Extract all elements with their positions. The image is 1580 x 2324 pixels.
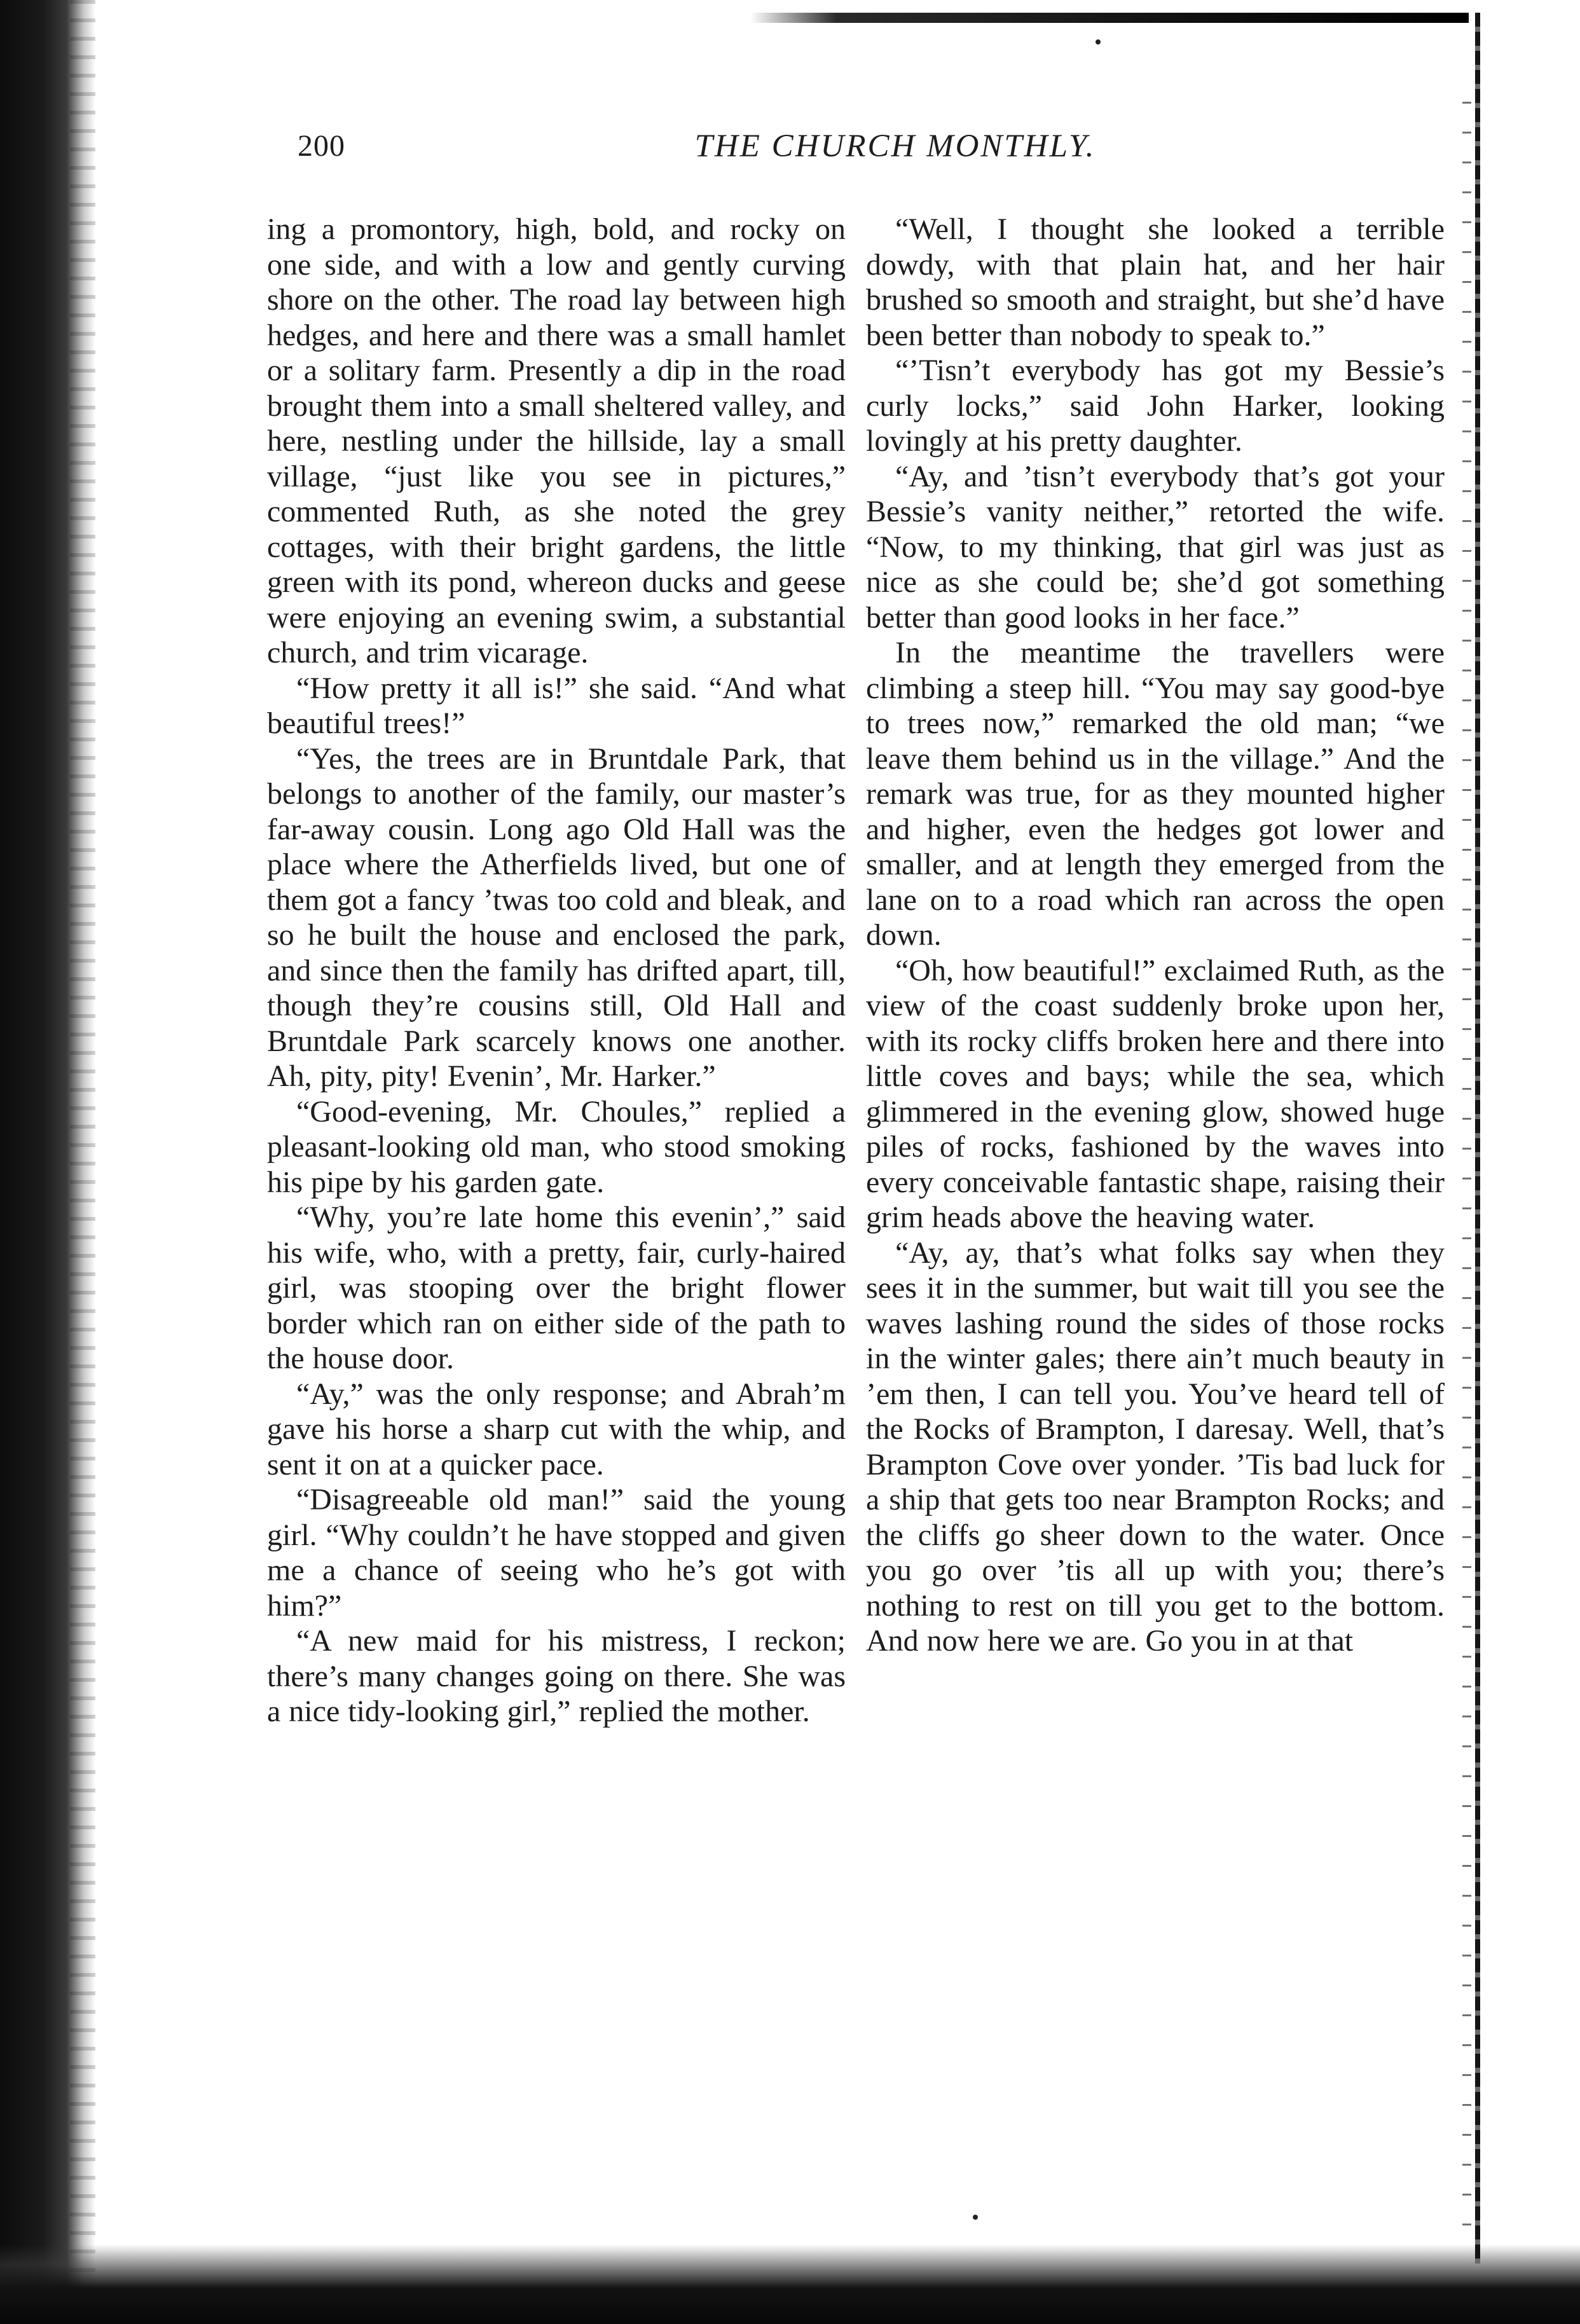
running-title: THE CHURCH MONTHLY. bbox=[694, 128, 1096, 164]
paragraph: “Oh, how beautiful!” exclaimed Ruth, as the view of the coast suddenly broke upon her, with its rocky cliffs broken here and there into little coves and bays; while the sea, which glimmered in the evening glow, showed huge piles of rocks, fashioned by the waves into every conceivable fantastic shape, raising their grim heads above the heaving water. bbox=[866, 953, 1445, 1234]
scan-speck bbox=[1096, 39, 1101, 45]
scan-border-right bbox=[1475, 13, 1480, 2264]
text-column-left bbox=[267, 212, 846, 1729]
paragraph: “’Tisn’t everybody has got my Bessie’s curly locks,” said John Harker, looking lovingly at his pretty daughter. bbox=[866, 354, 1445, 458]
paragraph: “Ay,” was the only response; and Abrah’m gave his horse a sharp cut with the whip, and sent it on at a quicker pace. bbox=[267, 1377, 846, 1482]
paragraph: “Yes, the trees are in Bruntdale Park, that belongs to another of the family, our master’s far-away cousin. Long ago Old Hall was the place where the Atherfields lived, but one of them got a fancy ’twas too cold and bleak, and so he built the house and enclosed the park, and since then the family has drifted apart, till, though they’re cousins still, Old Hall and Bruntdale Park scarcely knows one another. Ah, pity, pity! Evenin’, Mr. Harker.” bbox=[267, 741, 846, 1093]
paragraph: “Ay, ay, that’s what folks say when they sees it in the summer, but wait till you see the waves lashing round the sides of those rocks in the winter gales; there ain’t much beauty in ’em then, I can tell you. You’ve heard tell of the Rocks of Brampton, I daresay. Well, that’s Brampton Cove over yonder. ’Tis bad luck for a ship that gets too near Brampton Rocks; and the cliffs go sheer down to the water. Once you go over ’tis all up with you; there’s nothing to rest on till you get to the bottom. And now here we are. Go you in at that bbox=[866, 1235, 1445, 1658]
paragraph: In the meantime the travellers were climbing a steep hill. “You may say good-bye to trees now,” remarked the old man; “we leave them behind us in the village.” And the remark was true, for as they mounted higher and higher, even the hedges got lower and smaller, and at length they emerged from the lane on to a road which ran across the open down. bbox=[866, 636, 1445, 952]
paragraph: “Well, I thought she looked a terrible dowdy, with that plain hat, and her hair brushed so smooth and straight, but she’d have been better than nobody to speak to.” bbox=[866, 212, 1445, 352]
paragraph: “Why, you’re late home this evenin’,” said his wife, who, with a pretty, fair, curly-haired girl, was stooping over the bright flower border which ran on either side of the path to the house door. bbox=[267, 1200, 846, 1375]
scan-shadow-bottom bbox=[0, 2245, 1580, 2324]
paragraph: “A new maid for his mistress, I reckon; there’s many changes going on there. She was a nice tidy-looking girl,” replied the mother. bbox=[267, 1624, 846, 1728]
page-header bbox=[298, 127, 1461, 178]
scan-speck bbox=[973, 2215, 978, 2220]
paragraph: ing a promontory, high, bold, and rocky on one side, and with a low and gently curving shore on the other. The road lay between high hedges, and here and there was a small hamlet or a solitary farm. Presently a dip in the road brought them into a small sheltered valley, and here, nestling under the hillside, lay a small village, “just like you see in pictures,” commented Ruth, as she noted the grey cottages, with their bright gardens, the little green with its pond, whereon ducks and geese were enjoying an evening swim, a substantial church, and trim vicarage. bbox=[267, 212, 846, 670]
text-column-right bbox=[866, 212, 1445, 1659]
paragraph: “Disagreeable old man!” said the young girl. “Why couldn’t he have stopped and given me a chance of seeing who he’s got with him?” bbox=[267, 1483, 846, 1623]
scan-noise-left bbox=[70, 0, 95, 2324]
paragraph: “Good-evening, Mr. Choules,” replied a pleasant-looking old man, who stood smoking his pipe by his garden gate. bbox=[267, 1094, 846, 1199]
scan-specks-right bbox=[1462, 102, 1471, 2232]
paragraph: “Ay, and ’tisn’t everybody that’s got your Bessie’s vanity neither,” retorted the wife. “Now, to my thinking, that girl was just as nice as she could be; she’d got something better than good looks in her face.” bbox=[866, 459, 1445, 635]
paragraph: “How pretty it all is!” she said. “And what beautiful trees!” bbox=[267, 671, 846, 740]
page-number: 200 bbox=[298, 129, 345, 163]
scan-mark-top bbox=[750, 13, 1469, 23]
